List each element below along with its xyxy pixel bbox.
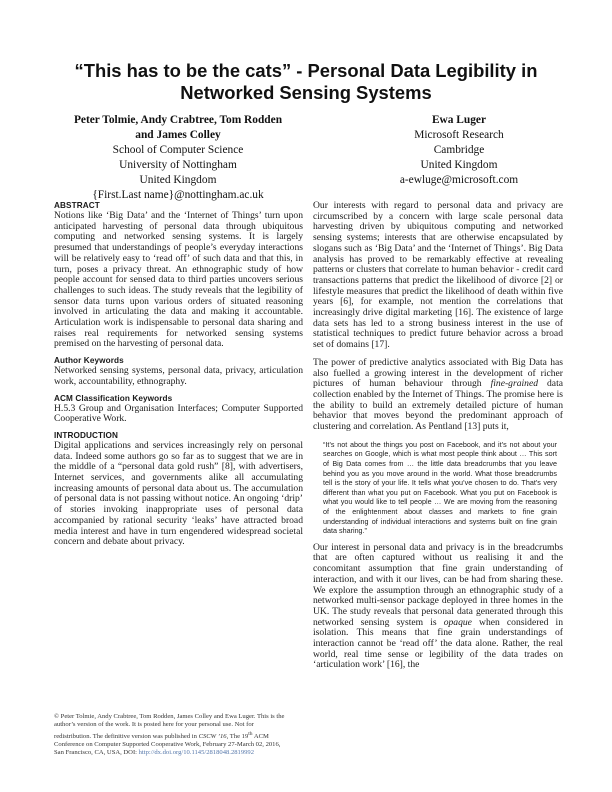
doi-link[interactable]: http://dx.doi.org/10.1145/2818048.2819992	[138, 749, 255, 757]
para3-italic: opaque	[443, 616, 472, 628]
author-names-line-1: Peter Tolmie, Andy Crabtree, Tom Rodden	[73, 114, 283, 126]
body-paragraph-2	[313, 358, 563, 433]
introduction-text: Digital applications and services increasingly rely on personal data. Indeed some authors go so far as to suggest that we are in the middle of a “personal data gold rush” [8], with advertisers, Internet services, and governments alike all accumulating increasing amounts of personal data about us. The accumulation of personal data is not passing without notice. An ongoing ‘drip’ of stories invoking inappropriate uses of personal data accompanied by rational security ‘leaks’ have attracted broad media interest and have in turn engendered widespread societal concern and debate about privacy.	[54, 439, 303, 548]
author-organisation: Microsoft Research	[414, 129, 504, 141]
author-block-microsoft	[346, 113, 572, 188]
para3-text-a: Our interest in personal data and privacy is in the breadcrumbs that are often captured without us realising it and the concomitant assumption that fine grain understanding of interaction, and with it our lives, can be had from sharing these. We explore the assumption through an ethnographic study of a networked multi-sensor package deployed in three homes in the UK. The study reveals that personal data generated through this networked sensing system is	[313, 541, 563, 628]
para2-text-a: The power of predictive analytics associated with Big Data has also fuelled a growing interest in the development of richer pictures of human behaviour through	[313, 356, 563, 390]
pentland-quote: “It’s not about the things you post on Facebook, and it’s not about your searches on Google, which is what most people think about … This sort of Big Data comes from … the little data breadcrumbs that you leave behind you as you move around in the world. What those breadcrumbs tell is the story of your life. It tells what you’ve chosen to do. That’s very different than what you put on Facebook. What you put on Facebook is what you would like to tell people … We are moving from the reasoning of the enlightenment about classes and markets to fine grain understanding of individual interactions and systems built on fine grain data sharing.”	[323, 439, 557, 536]
author-country: United Kingdom	[139, 174, 217, 186]
author-university: University of Nottingham	[119, 159, 237, 171]
right-column	[313, 201, 563, 678]
author-email: a-ewluge@microsoft.com	[399, 174, 519, 186]
copyright-notice	[54, 713, 290, 758]
copyright-venue: CSCW ’16	[198, 732, 227, 740]
author-country: United Kingdom	[420, 159, 498, 171]
para3-text-b: when considered in isolation. This means that fine grain understandings of interaction cannot be ‘read off’ the data alone. Rather, the real world, real time sense or legibility of the data trades on ‘articulation work’ [16], the	[313, 616, 564, 671]
body-paragraph-1: Our interests with regard to personal data and privacy are circumscribed by a concern with large scale personal data harvesting driven by ubiquitous computing and networked sensing systems; interests that are otherwise encapsulated by slogans such as ‘Big Data’ and the ‘Internet of Things’. Big Data analysis has proved to be remarkably effective at revealing patterns or clusters that correlate to human behavior - credit card transactions patterns that predict the likelihood of divorce [2] or lifestyle measures that predict the likelihood of death within five years [6], for example, not mention the correlations that increasingly drive digital marketing [16]. The existence of large data sets has led to a strong business interest in the use of statistical techniques to predict future behavior across a broad set of domains [17].	[313, 200, 563, 351]
author-block-nottingham	[48, 113, 308, 203]
left-column	[54, 201, 303, 554]
keywords-text: Networked sensing systems, personal data, privacy, articulation work, accountability, ethnography.	[54, 365, 303, 387]
author-city: Cambridge	[433, 144, 485, 156]
abstract-text: Notions like ‘Big Data’ and the ‘Internet of Things’ turn upon anticipated harvesting of personal data through ubiquitous computing and networked sensing systems. It is largely presumed that understandings of people’s everyday interactions will be relatively easy to ‘read off’ of such data and that this, in turn, poses a privacy threat. An ethnographic study of how people account for sensed data to third parties uncovers serious challenges to such ideas. The study reveals that the legibility of sensor data turns upon various orders of situated reasoning involved in articulating the data and making it accountable. Articulation work is indispensable to personal data sharing and raises real requirements for networked sensing systems premised on the harvesting of personal data.	[54, 210, 303, 350]
para2-italic: fine-grained	[490, 378, 539, 390]
keywords-heading: Author Keywords	[54, 356, 124, 366]
copyright-prefix: © Peter Tolmie, Andy Crabtree, Tom Rodden, James Colley and Ewa Luger. This is the author’s version of the work. It is posted here for your personal use. Not for redistribution. The definitive version was published in	[54, 713, 285, 740]
copyright-middle: , The 19	[226, 732, 249, 740]
para2-text-b: data collection enabled by the Internet of Things. The promise here is the ability to build an extremely detailed picture of human behavior that moves beyond the predominant approach of clustering and correlation. As Pentland [13] puts it,	[313, 378, 563, 433]
paper-title: “This has to be the cats” - Personal Data Legibility in Networked Sensing Systems	[74, 60, 538, 103]
copyright-suffix: ACM Conference on Computer Supported Cooperative Work, February 27-March 02, 2016, San Francisco, CA, USA, DOI:	[54, 732, 281, 757]
introduction-heading: INTRODUCTION	[54, 430, 118, 440]
author-department: School of Computer Science	[112, 144, 244, 156]
copyright-superscript: th	[248, 730, 253, 737]
acm-classification-text: H.5.3 Group and Organisation Interfaces; Computer Supported Cooperative Work.	[54, 402, 303, 425]
body-paragraph-3	[313, 543, 563, 671]
abstract-heading: ABSTRACT	[54, 201, 100, 210]
author-email: {First.Last name}@nottingham.ac.uk	[92, 189, 264, 201]
acm-classification-heading: ACM Classification Keywords	[54, 393, 173, 403]
author-name: Ewa Luger	[431, 114, 487, 126]
author-names-line-2: and James Colley	[135, 129, 221, 141]
